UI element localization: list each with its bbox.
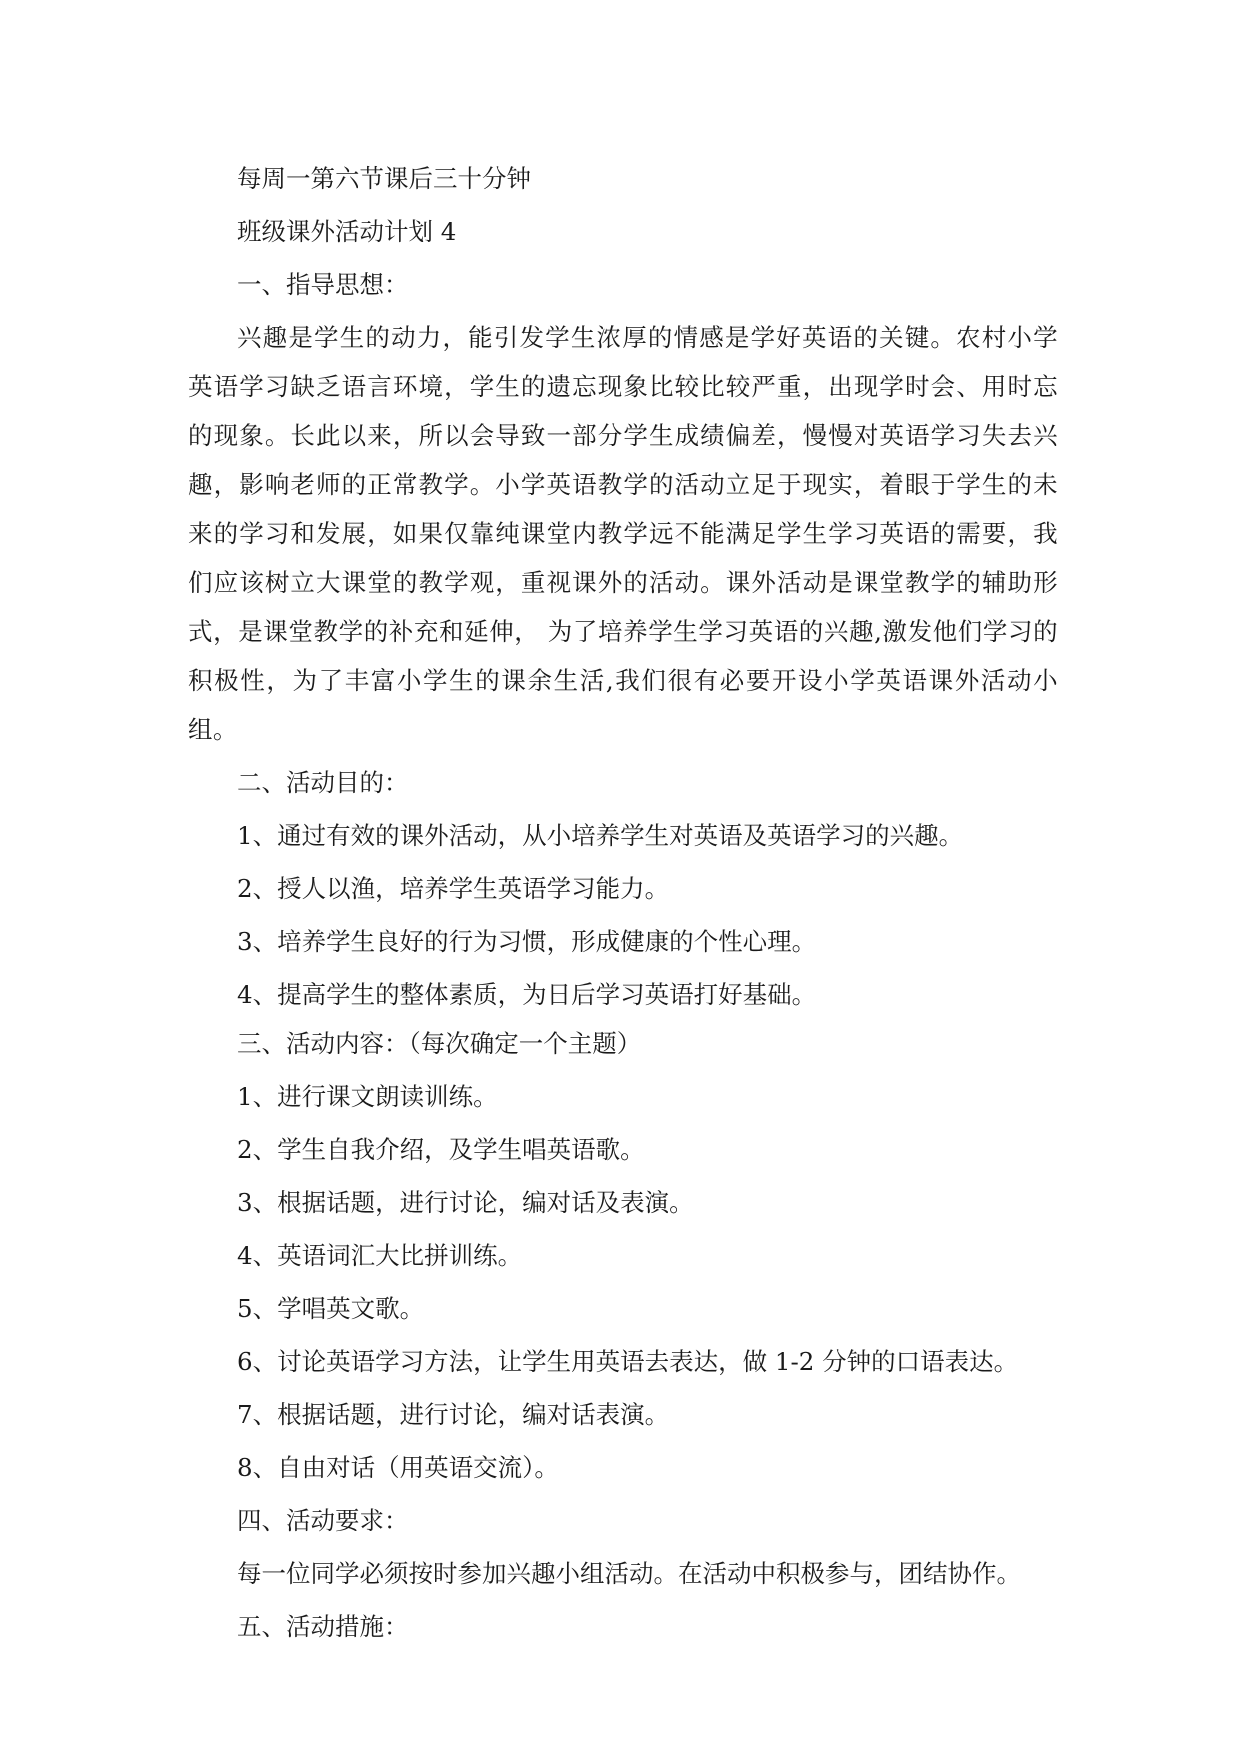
section-heading-content: 三、活动内容：（每次确定一个主题） bbox=[237, 1029, 642, 1058]
section-heading-requirements: 四、活动要求： bbox=[237, 1506, 409, 1535]
list-item: 1、进行课文朗读训练。 bbox=[237, 1082, 498, 1111]
list-item: 2、授人以渔，培养学生英语学习能力。 bbox=[237, 874, 670, 903]
section-heading-purpose: 二、活动目的： bbox=[237, 768, 409, 797]
time-note: 每周一第六节课后三十分钟 bbox=[237, 164, 531, 193]
list-item: 1、通过有效的课外活动，从小培养学生对英语及英语学习的兴趣。 bbox=[237, 821, 964, 850]
document-page bbox=[188, 154, 1058, 1651]
list-item: 4、提高学生的整体素质，为日后学习英语打好基础。 bbox=[237, 980, 817, 1009]
list-item: 2、学生自我介绍，及学生唱英语歌。 bbox=[237, 1135, 645, 1164]
list-item: 3、培养学生良好的行为习惯，形成健康的个性心理。 bbox=[237, 927, 817, 956]
section-body-requirements: 每一位同学必须按时参加兴趣小组活动。在活动中积极参与，团结协作。 bbox=[237, 1559, 1021, 1588]
list-item: 3、根据话题，进行讨论，编对话及表演。 bbox=[237, 1188, 694, 1217]
section-heading-measures: 五、活动措施： bbox=[237, 1612, 409, 1641]
section-body-guiding-idea: 兴趣是学生的动力，能引发学生浓厚的情感是学好英语的关键。农村小学英语学习缺乏语言环境，学生的遗忘现象比较比较严重，出现学时会、用时忘的现象。长此以来，所以会导致一部分学生成绩偏差，慢慢对英语学习失去兴趣，影响老师的正常教学。小学英语教学的活动立足于现实，着眼于学生的未来的学习和发展，如果仅靠纯课堂内教学远不能满足学生学习英语的需要，我们应该树立大课堂的教学观，重视课外的活动。课外活动是课堂教学的辅助形式，是课堂教学的补充和延伸， 为了培养学生学习英语的兴趣,激发他们学习的积极性，为了丰富小学生的课余生活,我们很有必要开设小学英语课外活动小组。 bbox=[188, 323, 1058, 744]
list-item: 8、自由对话（用英语交流）。 bbox=[237, 1453, 559, 1482]
section-heading-guiding-idea: 一、指导思想： bbox=[237, 270, 409, 299]
list-item: 4、英语词汇大比拼训练。 bbox=[237, 1241, 523, 1270]
list-item: 5、学唱英文歌。 bbox=[237, 1294, 425, 1323]
list-item: 7、根据话题，进行讨论，编对话表演。 bbox=[237, 1400, 670, 1429]
list-item: 6、讨论英语学习方法，让学生用英语去表达，做 1-2 分钟的口语表达。 bbox=[237, 1347, 1019, 1376]
document-title: 班级课外活动计划 4 bbox=[237, 217, 457, 246]
